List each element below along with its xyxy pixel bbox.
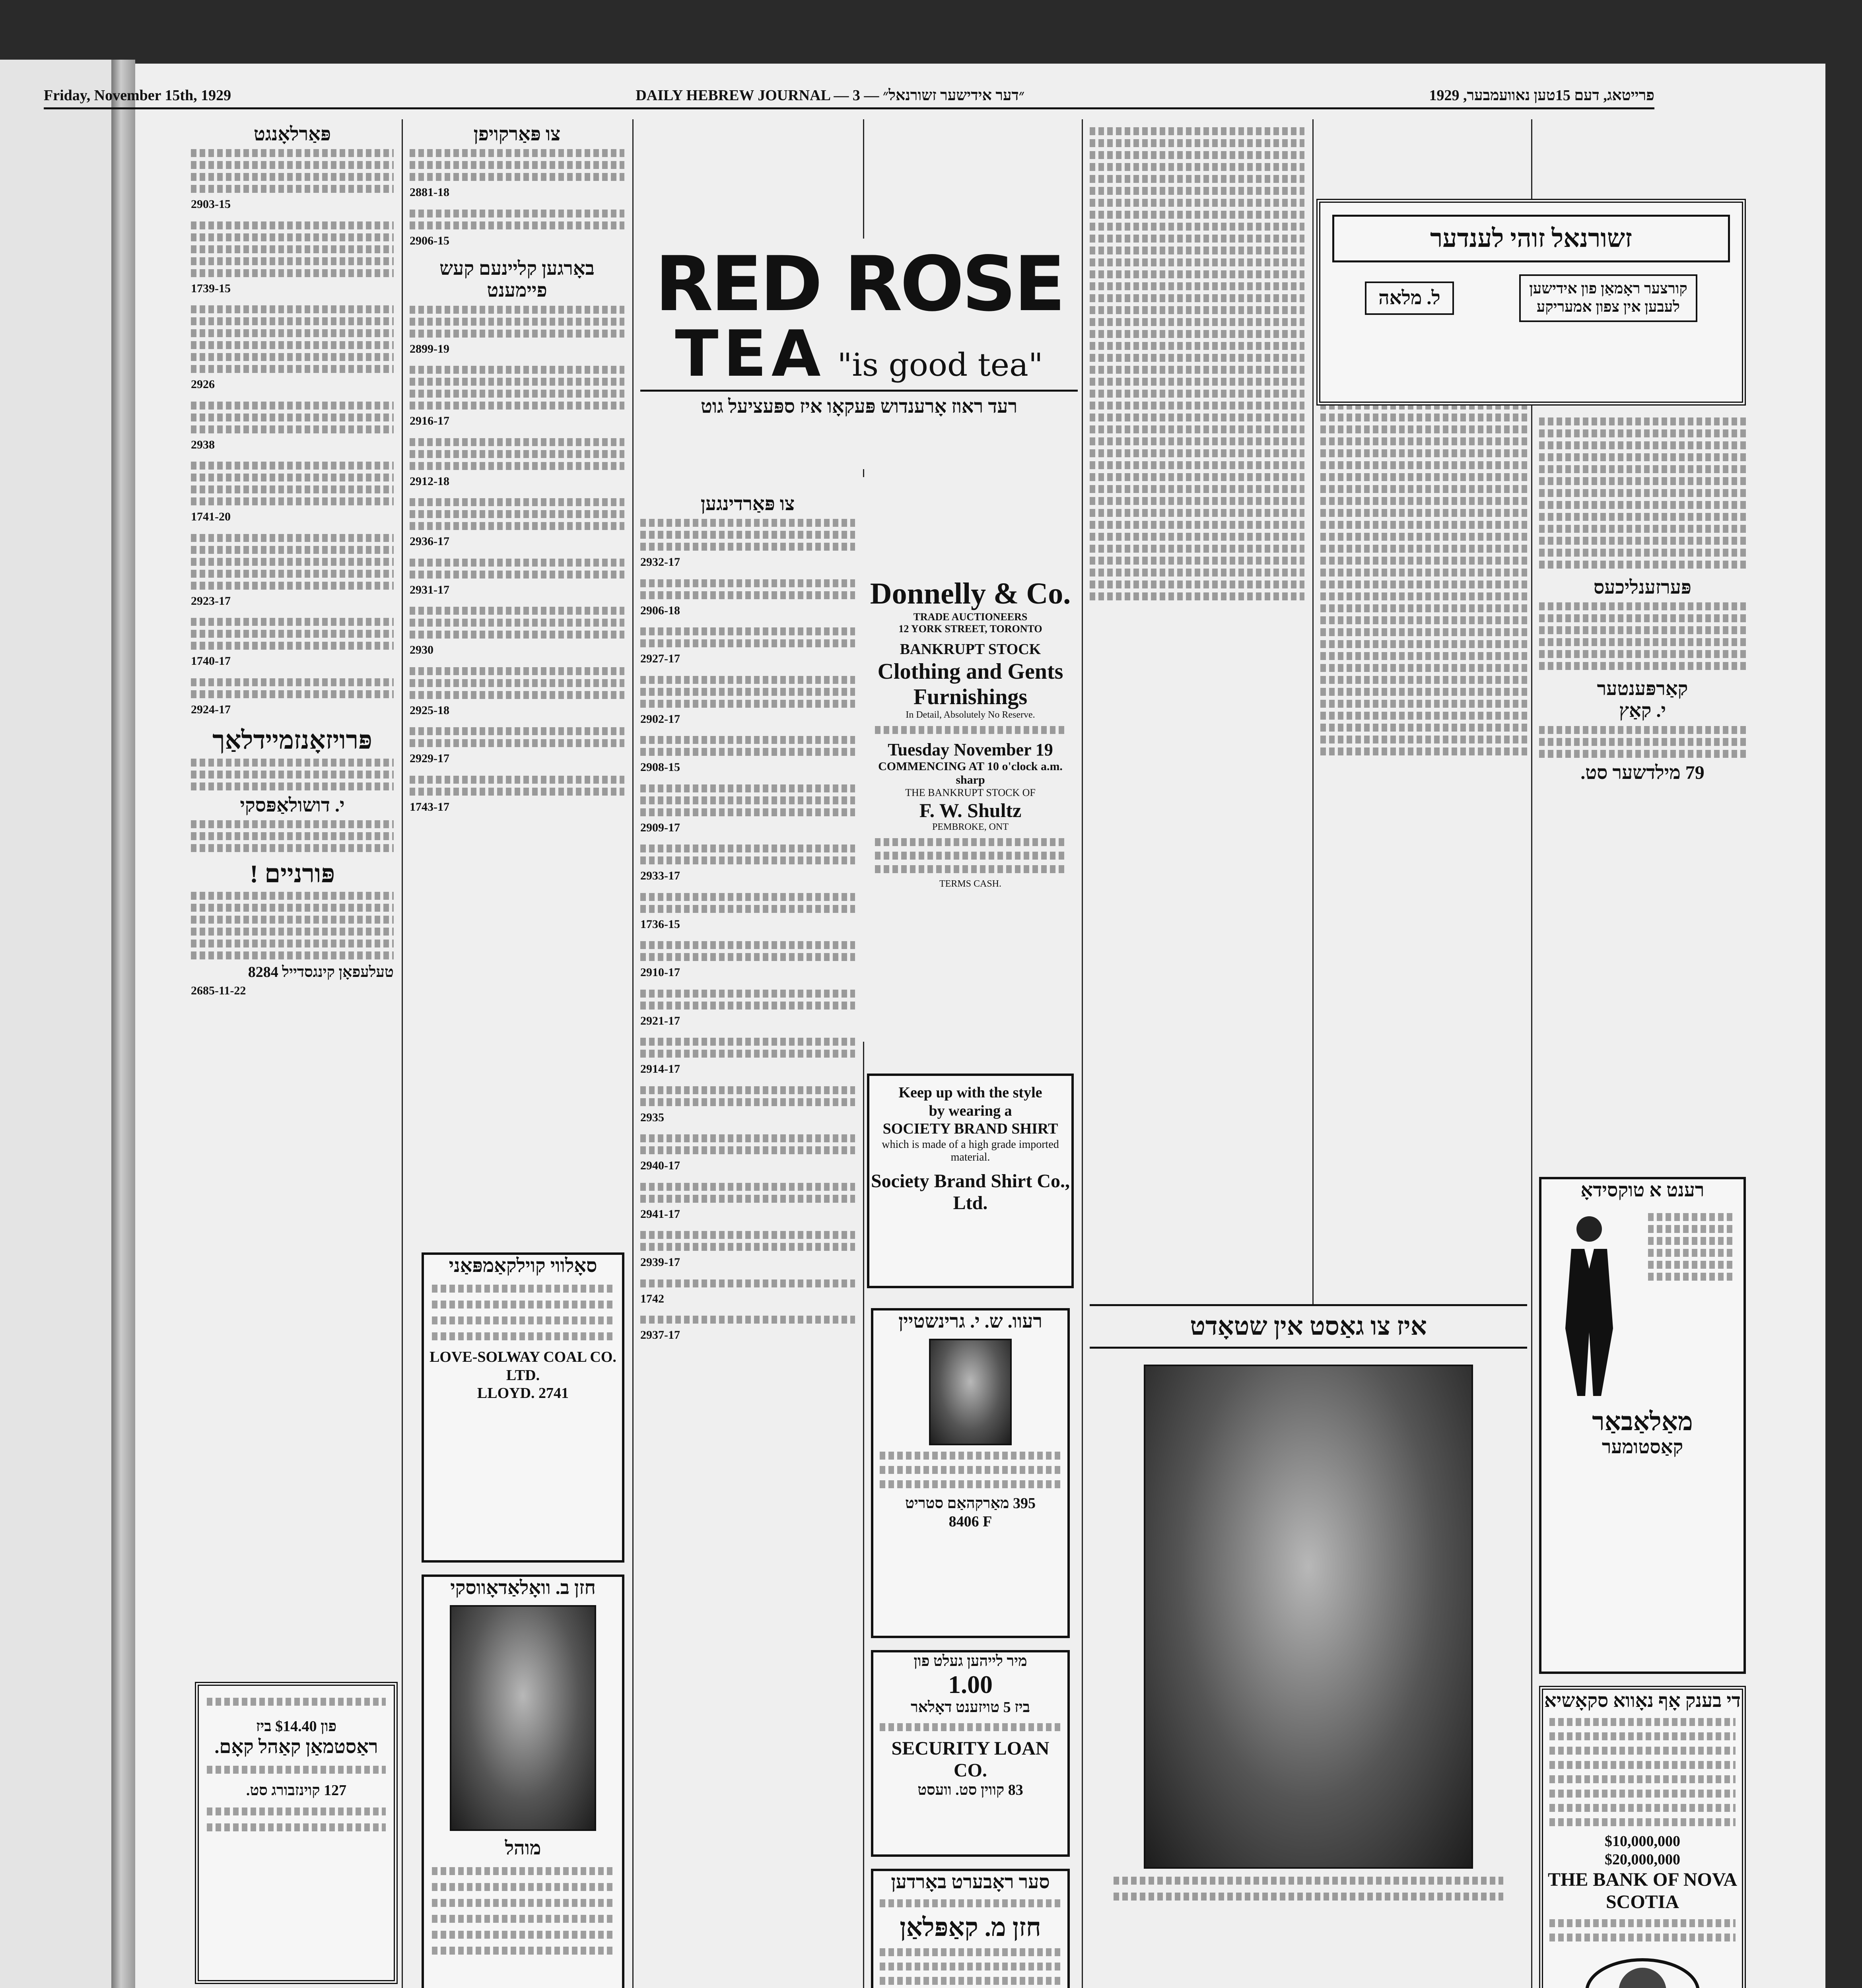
carpenter-name: י. קאַץ [1619, 700, 1666, 722]
ad-number: 2935 [640, 1110, 664, 1124]
cantor-portrait [450, 1605, 596, 1831]
ad-number: 2914-17 [640, 1062, 680, 1076]
coal-company: LOVE-SOLWAY COAL CO. LTD. [430, 1349, 616, 1384]
ad-number: 2908-15 [640, 761, 680, 774]
feature-portrait [1144, 1365, 1473, 1869]
rastman-ad [195, 1682, 398, 1984]
ad-number: 1740-17 [191, 654, 231, 668]
ad-number: 2936-17 [410, 535, 449, 548]
red-rose-brand: RED ROSE [655, 240, 1063, 328]
donnelly-date: Tuesday November 19 [888, 740, 1053, 760]
ad-number: 2899-19 [410, 342, 449, 355]
ad-number: 2927-17 [640, 652, 680, 666]
greenshtein-portrait [929, 1339, 1012, 1445]
red-rose-tea: TEA [675, 316, 826, 391]
ad-number: 2937-17 [640, 1328, 680, 1342]
ad-number: 2925-18 [410, 703, 449, 717]
ad-number: 2940-17 [640, 1159, 680, 1173]
loan-amount: 1.00 [948, 1670, 993, 1699]
malabar-heading: מאַלאַבאַר [1592, 1408, 1693, 1436]
greenshtein-ad [871, 1308, 1070, 1638]
ad-phone: טעלעפאָן קינגסדייל 8284 [248, 964, 394, 981]
kaplan-name-yi: חזן מ. קאַפּלאַן [900, 1913, 1041, 1942]
ad-number: 2941-17 [640, 1207, 680, 1221]
serial-subtitle: קורצער ראָמאַן פון אידישען לעבען אין צפון אמעריקע [1519, 274, 1697, 322]
ad-number: 2881-18 [410, 186, 449, 199]
ad-number: 2912-18 [410, 474, 449, 488]
society-line2: by wearing a [929, 1102, 1012, 1119]
kaplan-ad [871, 1869, 1070, 1988]
donnelly-terms: TERMS CASH. [939, 879, 1002, 889]
cantor-ad [422, 1574, 624, 1988]
rastman-heading: ראַסטמאַן קאַהל קאָם. [214, 1736, 378, 1757]
donnelly-time: COMMENCING AT 10 o'clock a.m. sharp [878, 760, 1063, 787]
nova-scotia-bank-ad [1539, 1686, 1746, 1988]
bank-heading-en: THE BANK OF NOVA SCOTIA [1547, 1869, 1738, 1912]
ad-number: 1743-17 [410, 800, 449, 813]
donnelly-ad [863, 477, 1078, 1042]
ad-number: 2932-17 [640, 555, 680, 569]
coal-ad [422, 1252, 624, 1563]
cantor-name: חזן ב. וואָלאַדאָווסקי [450, 1577, 596, 1598]
loan-amount-label: מיר לייהען געלט פון [914, 1653, 1027, 1670]
bank-heading-yi: די בענק אָף נאָווא סקאָשיא [1544, 1690, 1741, 1711]
bank-reserve: $20,000,000 [1605, 1851, 1680, 1868]
donnelly-place: PEMBROKE, ONT [932, 822, 1009, 833]
society-line4: which is made of a high grade imported material. [882, 1138, 1059, 1163]
donnelly-sub: TRADE AUCTIONEERS [913, 611, 1028, 623]
story-column-5 [1320, 398, 1527, 1272]
ad-number: 2924-17 [191, 703, 231, 716]
donnelly-title2: Clothing and Gents Furnishings [877, 659, 1063, 709]
ad-number: 2926 [191, 378, 215, 391]
ad-number: 2931-17 [410, 583, 449, 596]
loan-address: 83 קווין סט. וועסט [917, 1781, 1023, 1798]
red-rose-slogan: "is good tea" [837, 346, 1043, 383]
ad-number: 2929-17 [410, 752, 449, 765]
adjacent-page-edge [0, 60, 111, 1988]
story-column-4 [1090, 123, 1304, 1396]
ad-number: 2939-17 [640, 1256, 680, 1269]
ad-name: י. דושולאַפּסקי [240, 794, 345, 816]
ad-number: 2923-17 [191, 594, 231, 608]
column-rule [1082, 119, 1083, 1988]
greenshtein-num: 8406 F [948, 1513, 992, 1530]
donnelly-address: 12 YORK STREET, TORONTO [898, 623, 1042, 635]
column-rule [632, 119, 634, 1988]
loan-range: ביז 5 טויזענט דאָלאר [911, 1699, 1030, 1716]
header-date-right: פרייטאג, דעם 15טען נאוועמבער, 1929 [1429, 87, 1654, 104]
coal-heading: סאָלווי קוילקאַמפּאַני [449, 1255, 597, 1276]
society-line3: SOCIETY BRAND SHIRT [882, 1120, 1058, 1138]
ad-number: 2909-17 [640, 821, 680, 834]
ad-number: 2910-17 [640, 966, 680, 979]
red-rose-tea-ad [640, 239, 1078, 469]
ad-heading: פּרויזאָנזמיידלאַך [212, 726, 372, 755]
donnelly-heading: Donnelly & Co. [870, 577, 1071, 610]
malabar-sub: קאַסטומער [1602, 1436, 1683, 1458]
serial-author: ל. מלאה [1365, 282, 1454, 315]
donnelly-name: F. W. Shultz [919, 799, 1022, 822]
page-header [44, 83, 1654, 109]
donnelly-of: THE BANKRUPT STOCK OF [905, 787, 1036, 799]
serial-title: זשורנאל זוהי לענדער [1332, 215, 1730, 262]
classifieds-column-3 [640, 493, 855, 1988]
ad-number: 2930 [410, 643, 433, 657]
right-column [1539, 414, 1746, 1010]
society-shirt-ad [867, 1074, 1074, 1288]
donnelly-detail: In Detail, Absolutely No Reserve. [906, 710, 1035, 720]
tuxedo-heading: רענט א טוקסידאָ [1580, 1180, 1705, 1201]
carpenter-heading: קאַרפּענטער [1597, 678, 1688, 700]
bank-seal-icon [1583, 1956, 1702, 1988]
ad-heading: פּורניים ! [249, 859, 335, 888]
ad-number: 2916-17 [410, 414, 449, 428]
rastman-address: 127 קוינזבורג סט. [246, 1782, 347, 1799]
feature-photo-block [1090, 1304, 1527, 1988]
bank-capital: $10,000,000 [1605, 1833, 1680, 1850]
personals-heading: פּערזענליכעס [1594, 577, 1691, 598]
header-masthead: DAILY HEBREW JOURNAL — 3 — ״דער אידישער זשורנאל״ [636, 87, 1025, 104]
tuxedo-ad [1539, 1177, 1746, 1674]
ad-number: 2906-18 [640, 604, 680, 617]
ad-number: 1741-20 [191, 510, 231, 524]
ad-number: 1736-15 [640, 917, 680, 931]
ad-number: 2902-17 [640, 712, 680, 726]
donnelly-title1: BANKRUPT STOCK [900, 641, 1041, 658]
page-gutter [111, 60, 135, 1988]
ad-heading: באָרגען קליינעם קעש פיימענט [439, 258, 595, 301]
column-heading: צו פּאַרקויפן [473, 124, 561, 145]
tuxedo-figure-icon [1549, 1209, 1629, 1400]
red-rose-tagline: רעד ראוז אָרענדוש פּעקאָו איז ספּעציעל גוט [640, 390, 1078, 417]
ad-number: 2933-17 [640, 869, 680, 883]
ad-number: 2921-17 [640, 1014, 680, 1027]
kaplan-top: סער ראָבערט באָרדען [891, 1872, 1050, 1893]
society-line5: Society Brand Shirt Co., Ltd. [871, 1170, 1070, 1213]
header-date-left: Friday, November 15th, 1929 [44, 87, 231, 104]
cantor-mohel: מוהל [505, 1838, 541, 1859]
column-heading: צו פּאַרדינגען [700, 493, 795, 514]
serial-title-box [1316, 199, 1746, 406]
ad-number: 2938 [191, 438, 215, 451]
greenshtein-heading: רעוו. ש. י. גרינשטיין [898, 1311, 1042, 1332]
society-line1: Keep up with the style [898, 1084, 1042, 1101]
rastman-price: פון $14.40 ביז [256, 1718, 337, 1735]
coal-phone: LLOYD. 2741 [477, 1385, 569, 1402]
ad-number: 1742 [640, 1292, 664, 1305]
ad-number: 1739-15 [191, 282, 231, 295]
photo-caption: איז צו גאַסט אין שטאָדט [1090, 1304, 1527, 1349]
greenshtein-phone: 395 מאַרקהאַם סטריט [905, 1495, 1036, 1512]
security-loan-ad [871, 1650, 1070, 1857]
ad-number: 2906-15 [410, 234, 449, 247]
ad-number: 2685-11-22 [191, 984, 246, 997]
ad-number: 2903-15 [191, 198, 231, 211]
carpenter-address: 79 מילדשער סט. [1580, 762, 1705, 783]
column-rule [402, 119, 403, 1988]
loan-company: SECURITY LOAN CO. [891, 1738, 1050, 1781]
column-heading: פּאַרלאָנגט [253, 124, 331, 145]
